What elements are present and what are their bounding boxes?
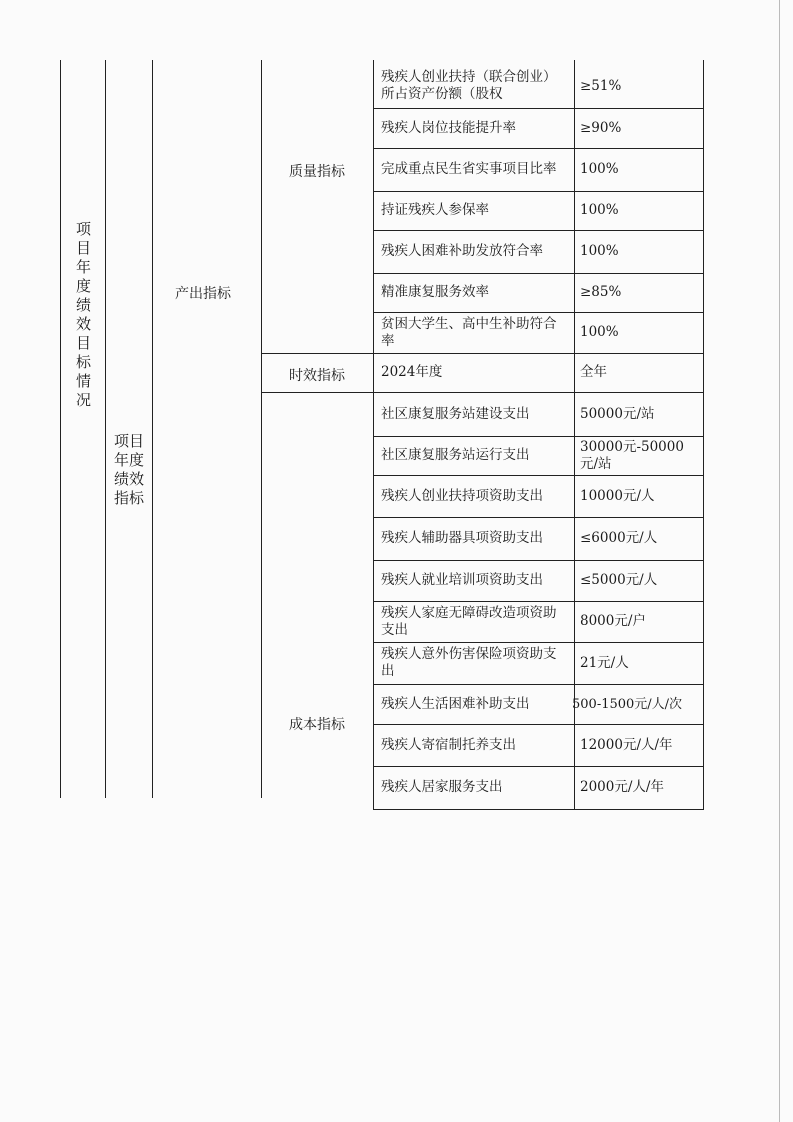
indicator-name: 残疾人创业扶持（联合创业）所占资产份额（股权 — [381, 69, 557, 102]
indicator-value: 10000元/人 — [580, 487, 655, 504]
col-border-2 — [105, 60, 106, 798]
indicator-value: ≤6000元/人 — [580, 530, 658, 546]
col-border-7 — [703, 60, 704, 810]
indicator-name: 完成重点民生省实事项目比率 — [381, 161, 557, 177]
indicator-value: ≥90% — [580, 119, 622, 136]
level2-header: 项目年度绩效指标 — [113, 432, 144, 507]
indicator-name: 残疾人困难补助发放符合率 — [381, 243, 543, 259]
indicator-value: 30000元-50000元/站 — [580, 438, 684, 472]
indicator-name: 精准康复服务效率 — [381, 284, 489, 300]
indicator-value: 全年 — [580, 364, 607, 380]
indicator-name: 残疾人创业扶持项资助支出 — [381, 487, 543, 504]
row-border — [373, 809, 704, 810]
indicator-value: 100% — [580, 243, 619, 259]
level1-header: 项目年度绩效目标情况 — [75, 220, 91, 409]
indicator-name: 贫困大学生、高中生补助符合率 — [381, 315, 557, 349]
indicator-name: 残疾人寄宿制托养支出 — [381, 736, 516, 753]
group-border-timeliness-cost — [261, 392, 374, 393]
group-cost: 成本指标 — [289, 717, 345, 733]
indicator-name: 残疾人意外伤害保险项资助支出 — [381, 646, 557, 679]
indicator-value: 100% — [580, 161, 619, 177]
indicator-name: 残疾人居家服务支出 — [381, 779, 503, 795]
level3-header: 产出指标 — [175, 286, 231, 302]
indicator-value: 12000元/人/年 — [580, 736, 673, 753]
indicator-name: 残疾人就业培训项资助支出 — [381, 572, 543, 588]
indicator-value: ≥85% — [580, 284, 622, 300]
col-border-4 — [261, 60, 262, 798]
group-quality: 质量指标 — [289, 164, 345, 180]
indicator-value: ≥51% — [580, 77, 622, 94]
indicator-value: 100% — [580, 202, 619, 218]
indicator-value: 2000元/人/年 — [580, 779, 664, 795]
col-border-3 — [152, 60, 153, 798]
indicator-name: 残疾人岗位技能提升率 — [381, 119, 516, 136]
indicator-value: 100% — [580, 324, 619, 340]
indicator-name: 残疾人辅助器具项资助支出 — [381, 530, 543, 546]
indicator-value: 21元/人 — [580, 654, 629, 671]
col-border-5 — [373, 60, 374, 810]
group-border-quality-timeliness — [261, 353, 374, 354]
indicator-name: 持证残疾人参保率 — [381, 202, 489, 218]
indicator-name: 社区康复服务站建设支出 — [381, 405, 530, 422]
indicator-name: 2024年度 — [381, 364, 443, 380]
indicator-name: 残疾人生活困难补助支出 — [381, 695, 530, 712]
indicator-name: 残疾人家庭无障碍改造项资助支出 — [381, 604, 557, 638]
col-border-1 — [60, 60, 61, 798]
scan-edge — [779, 0, 780, 1122]
indicator-value: ≤5000元/人 — [580, 572, 658, 588]
indicator-value: 8000元/户 — [580, 613, 646, 629]
indicator-value: 50000元/站 — [580, 405, 655, 422]
indicator-name: 社区康复服务站运行支出 — [381, 447, 530, 463]
indicator-value: 500-1500元/人/次 — [572, 696, 683, 712]
group-timeliness: 时效指标 — [289, 368, 345, 384]
